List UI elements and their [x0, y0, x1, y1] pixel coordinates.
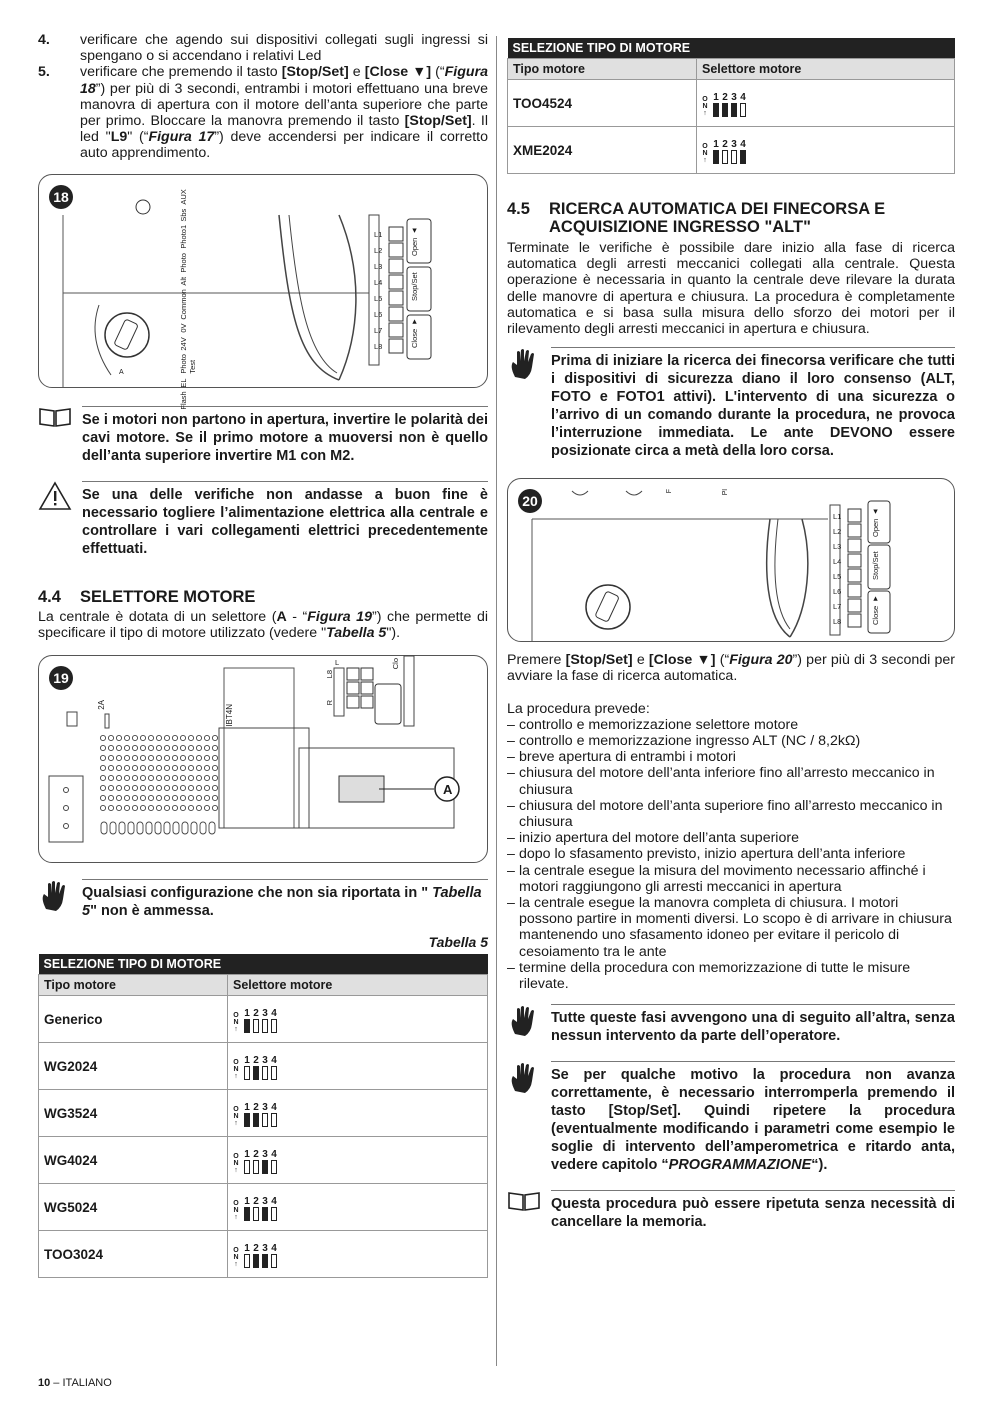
dip-switch: [233, 1102, 277, 1127]
dip-switch-2: [253, 1066, 259, 1080]
dip-number: 1: [244, 1008, 250, 1020]
dip-switch: [233, 1243, 277, 1268]
col-motor-type: Tipo motore: [39, 975, 228, 996]
figure-number: 20: [518, 489, 542, 513]
press-instruction: Premere [Stop/Set] e [Close ▼] (“Figura 20”) per più di 3 secondi per avviare la fase di ricerca automatica.: [507, 652, 955, 685]
page-footer: 10 – ITALIANO: [38, 1377, 112, 1389]
dip-on-label: O N ↑: [702, 96, 708, 117]
note-hand-1: Qualsiasi configurazione che non sia riportata in " Tabella 5" non è ammessa.: [38, 879, 488, 920]
dip-switch-2: [722, 150, 728, 164]
label-sbs: Sbs: [179, 208, 188, 221]
table-5-label: Tabella 5: [428, 934, 488, 951]
figure-20: [507, 478, 955, 642]
table-row: TOO4524 O N ↑ 1 2 3 4: [508, 80, 955, 127]
section-4-5-text: Terminate le verifiche è possibile dare inizio alla fase di ricerca automatica degli arresti meccanici collegati alla centrale. Questa operazione è necessaria in quanto la centrale deve rilevare la durata delle manovre di apertura e chiusura. La procedura è completamente automatica e si basa sulla misura dello sforzo dei motori per il rilevamento degli arresti meccanici in apertura e chiusura.: [507, 240, 955, 338]
dip-switch: [233, 1055, 277, 1080]
led-labels: L1 L2 L3 L4 L5 L6 L7 L8: [374, 229, 383, 351]
dip-number: 1: [244, 1102, 250, 1114]
label-common: Common: [179, 289, 188, 320]
dip-on-label: O N ↑: [233, 1059, 239, 1081]
label-0v: 0V: [179, 323, 188, 333]
list-item: – la centrale esegue la misura del movimento necessario affinché i motori raggiungono gli arresti meccanici in apertura: [507, 862, 926, 895]
dip-switch: [233, 1196, 277, 1221]
dip-number: 2: [253, 1149, 259, 1161]
led-labels: L1 L2 L3 L4 L5 L6 L7 L8: [833, 512, 842, 627]
dip-number: 4: [271, 1055, 277, 1067]
dip-switch-2: [722, 103, 728, 117]
dip-number: 3: [262, 1102, 268, 1114]
procedure-list: [507, 717, 955, 992]
note-warning: Se una delle verifiche non andasse a buon fine è necessario togliere l’alimentazione elettrica alla centrale e controllare i vari collegamenti elettrici precedentemente effettuati.: [38, 481, 488, 558]
dip-switch-4: [271, 1066, 277, 1080]
note-hand-2: Prima di iniziare la ricerca dei finecorsa verificare che tutti i dispositivi di sicurezza diano il loro consenso (ALT, FOTO e FOTO1 attivi). L'intervento di una sicurezza o l’arrivo di un comando durante la procedura, ne provoca l’interruzione immediata. Le ante DEVONO essere posizionate circa a metà della loro corsa.: [507, 347, 955, 460]
left-column: [38, 32, 488, 1278]
hand-icon: [507, 1004, 551, 1043]
dip-number: 3: [262, 1243, 268, 1255]
table-row: XME2024 O N ↑ 1 2 3 4: [508, 127, 955, 174]
close-button: Close ▼: [871, 595, 880, 626]
label-pl: Pl: [722, 489, 729, 496]
dip-number: 1: [244, 1243, 250, 1255]
dip-number: 2: [253, 1102, 259, 1114]
table-row: WG5024 O N ↑ 1 2 3 4: [39, 1184, 488, 1231]
step-5: 5. verificare che premendo il tasto [Stop/Set] e [Close ▼] (“Figura 18”) per più di 3 secondi, entrambi i motori effettuano una breve manovra di apertura con il motore dell’anta superiore che parte per primo. Bloccare la manovra premendo il tasto [Stop/Set]. Il led "L9" (“Figura 17”) deve accendersi per indicare il corretto auto apprendimento.: [38, 64, 489, 162]
note-book-1: Se i motori non partono in apertura, invertire le polarità dei cavi motore. Se il primo motore a muoversi non è quello dell’anta superiore invertire M1 con M2.: [38, 406, 488, 465]
right-column: [507, 38, 955, 1231]
dip-number: 2: [722, 139, 728, 150]
dip-switch: [702, 139, 746, 164]
open-button: Open ▲: [410, 225, 419, 256]
label-photo1: Photo1: [179, 224, 188, 249]
dip-number: 2: [722, 92, 728, 103]
book-icon: [507, 1190, 551, 1217]
dip-switch-3: [262, 1160, 268, 1174]
control-board-drawing: [39, 175, 489, 387]
dip-number: 4: [271, 1102, 277, 1114]
dip-on-label: O N ↑: [702, 143, 708, 164]
dip-on-label: O N ↑: [233, 1106, 239, 1128]
note-hand-3: Tutte queste fasi avvengono una di seguito all’altra, senza nessun intervento da parte dell’operatore.: [507, 1004, 955, 1045]
list-item: – chiusura del motore dell’anta inferiore fino all’arresto meccanico in chiusura: [507, 765, 935, 798]
dip-switch-2: [253, 1019, 259, 1033]
button-labels: [871, 501, 880, 631]
dip-on-label: O N ↑: [233, 1012, 239, 1034]
column-divider: [496, 36, 497, 1366]
selector-letter: A: [443, 782, 453, 798]
close-button: Close ▼: [410, 317, 419, 348]
table-caption: SELEZIONE TIPO DI MOTORE: [39, 954, 488, 975]
list-item: – termine della procedura con memorizzazione di tutte le misure rilevate.: [507, 959, 911, 993]
dip-switch-3: [262, 1019, 268, 1033]
label-clo: Clo: [391, 658, 400, 670]
list-item: – controllo e memorizzazione ingresso ALT (NC / 8,2kΩ): [507, 733, 861, 750]
col-motor-selector: Selettore motore: [228, 975, 488, 996]
dip-switch-3: [731, 103, 737, 117]
dip-switch-4: [740, 103, 746, 117]
label-photo-test: Photo Test: [179, 354, 197, 374]
list-item: – la centrale esegue la manovra completa di chiusura. I motori possono partire in momenti diversi. Lo scopo è di arrivare in chiusura mantenendo uno sfasamento idoneo per evitare il pericolo di cesoiamento tra le ante: [507, 895, 952, 960]
dip-switch-3: [262, 1207, 268, 1221]
warning-icon: [38, 481, 82, 516]
dip-switch-4: [740, 150, 746, 164]
dip-switch-1: [244, 1019, 250, 1033]
label-r: R: [325, 700, 334, 706]
dip-number: 4: [271, 1008, 277, 1020]
label-24v: 24V: [179, 336, 188, 351]
selector-letter: A: [119, 368, 124, 376]
dip-number: 4: [271, 1149, 277, 1161]
board-model: IBT4N: [225, 704, 234, 727]
section-4-4-heading: 4.4 SELETTORE MOTORE: [38, 587, 256, 606]
list-item: – inizio apertura del motore dell’anta superiore: [507, 830, 799, 847]
dip-switch-2: [253, 1254, 259, 1268]
figure-number: 19: [49, 666, 73, 690]
dip-number: 4: [271, 1243, 277, 1255]
dip-switch-3: [262, 1254, 268, 1268]
dip-switch: [233, 1149, 277, 1174]
dip-on-label: O N ↑: [233, 1200, 239, 1222]
dip-number: 3: [262, 1055, 268, 1067]
hand-icon: [507, 1061, 551, 1100]
dip-number: 3: [731, 92, 737, 103]
dip-switch-4: [271, 1160, 277, 1174]
dip-number: 1: [244, 1149, 250, 1161]
table-row: TOO3024 O N ↑ 1 2 3 4: [39, 1231, 488, 1278]
stop-set-button: Stop/Set: [871, 551, 880, 581]
procedure-intro: La procedura prevede:: [507, 700, 650, 717]
dip-on-label: O N ↑: [233, 1153, 239, 1175]
open-button: Open ▲: [871, 507, 880, 537]
list-item: – chiusura del motore dell’anta superiore fino all’arresto meccanico in chiusura: [507, 797, 943, 831]
fuse-label: 2A: [97, 700, 106, 710]
dip-number: 1: [244, 1055, 250, 1067]
dip-number: 2: [253, 1008, 259, 1020]
button-labels: [410, 219, 419, 355]
label-aux: AUX: [179, 188, 188, 205]
list-item: – controllo e memorizzazione selettore motore: [507, 716, 799, 733]
dip-switch-2: [253, 1207, 259, 1221]
col-motor-selector: Selettore motore: [697, 59, 955, 80]
dip-switch-1: [713, 103, 719, 117]
list-item: – breve apertura di entrambi i motori: [507, 749, 736, 766]
hand-icon: [507, 347, 551, 386]
dip-switch-1: [244, 1207, 250, 1221]
dip-switch: [233, 1008, 277, 1033]
dip-switch-3: [262, 1066, 268, 1080]
table-row: Generico O N ↑ 1 2 3 4: [39, 996, 488, 1043]
dip-number: 3: [262, 1149, 268, 1161]
dip-number: 4: [740, 139, 746, 150]
label-l: L: [335, 658, 340, 668]
figure-19: [38, 655, 488, 863]
label-el: EL: [179, 377, 188, 387]
label-photo: Photo: [179, 252, 188, 273]
list-item: – dopo lo sfasamento previsto, inizio apertura dell’anta inferiore: [507, 846, 906, 863]
dip-switch-4: [271, 1207, 277, 1221]
dip-switch-1: [244, 1254, 250, 1268]
dip-number: 4: [740, 92, 746, 103]
table-caption: SELEZIONE TIPO DI MOTORE: [508, 38, 955, 59]
label-flash: Flash: [179, 390, 188, 410]
dip-switch-1: [244, 1113, 250, 1127]
dip-number: 3: [262, 1196, 268, 1208]
col-motor-type: Tipo motore: [508, 59, 697, 80]
step-4: 4. verificare che agendo sui dispositivi collegati sugli ingressi si spengano o si accendano i relativi Led: [38, 32, 488, 65]
label-alt: Alt: [179, 276, 188, 286]
table-row: WG3524 O N ↑ 1 2 3 4: [39, 1090, 488, 1137]
figure-number: 18: [49, 185, 73, 209]
hand-icon: [38, 879, 82, 918]
note-hand-4: Se per qualche motivo la procedura non avanza correttamente, è necessario interromperla premendo il tasto [Stop/Set]. Quindi ripetere la procedura (eventualmente modificando i parametri come esempio le soglie di intervento dell’amperometrica e ritardo anta, vedere capitolo “PROGRAMMAZIONE“).: [507, 1061, 955, 1174]
table-row: WG4024 O N ↑ 1 2 3 4: [39, 1137, 488, 1184]
dip-switch-3: [731, 150, 737, 164]
dip-switch: [702, 92, 746, 117]
dip-switch-4: [271, 1113, 277, 1127]
dip-number: 2: [253, 1196, 259, 1208]
note-book-2: Questa procedura può essere ripetuta senza necessità di cancellare la memoria.: [507, 1190, 955, 1231]
dip-number: 3: [262, 1008, 268, 1020]
dip-switch-2: [253, 1160, 259, 1174]
dip-switch-4: [271, 1019, 277, 1033]
book-icon: [38, 406, 82, 433]
dip-on-label: O N ↑: [233, 1247, 239, 1269]
dip-switch-1: [713, 150, 719, 164]
board-drawing: [39, 656, 489, 862]
dip-switch-3: [262, 1113, 268, 1127]
stop-set-button: Stop/Set: [410, 272, 419, 302]
dip-number: 1: [713, 92, 719, 103]
dip-number: 2: [253, 1055, 259, 1067]
dip-switch-4: [271, 1254, 277, 1268]
section-4-5-heading: 4.5 RICERCA AUTOMATICA DEI FINECORSA E ACQUISIZIONE INGRESSO "ALT": [507, 200, 886, 236]
dip-number: 3: [731, 139, 737, 150]
dip-number: 1: [244, 1196, 250, 1208]
dip-switch-1: [244, 1066, 250, 1080]
control-board-drawing: [508, 479, 956, 641]
figure-18: [38, 174, 488, 410]
dip-number: 4: [271, 1196, 277, 1208]
label-f: F: [666, 489, 673, 494]
motor-table: [38, 954, 488, 1278]
label-l8: L8: [325, 670, 334, 679]
motor-table-continued: [507, 38, 955, 174]
dip-switch-1: [244, 1160, 250, 1174]
terminal-labels: [179, 189, 202, 410]
section-4-4-text: La centrale è dotata di un selettore (A - “Figura 19”) che permette di specificare il tipo di motore utilizzato (vedere "Tabella 5").: [38, 608, 488, 641]
dip-number: 1: [713, 139, 719, 150]
table-row: WG2024 O N ↑ 1 2 3 4: [39, 1043, 488, 1090]
dip-number: 2: [253, 1243, 259, 1255]
dip-switch-2: [253, 1113, 259, 1127]
